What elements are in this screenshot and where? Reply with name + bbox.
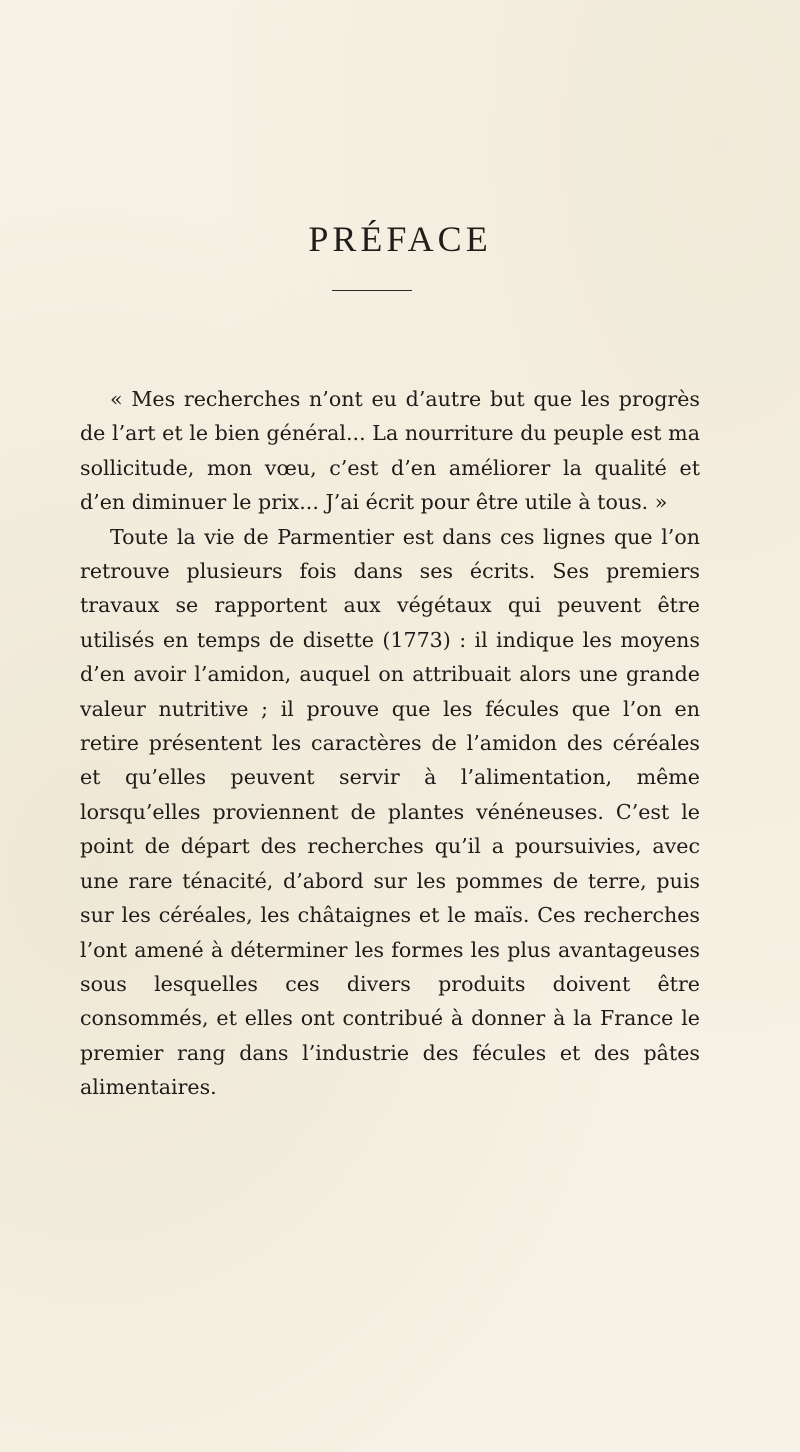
title-divider [332,290,412,291]
paragraph-main: Toute la vie de Parmentier est dans ces lignes que l’on retrouve plusieurs fois dans ses écrits. Ses premiers travaux se rapportent aux végétaux qui peuvent être utilisés en temps de disette (1773) : il indique les moyens d’en avoir l’amidon, auquel on attribuait alors une grande valeur nutritive ; il prouve que les fécules que l’on en retire présentent les caractères de l’amidon des céréales et qu’elles peuvent servir à l’alimentation, même lorsqu’elles proviennent de plantes vénéneuses. C’est le point de départ des recherches qu’il a poursuivies, avec une rare ténacité, d’abord sur les pommes de terre, puis sur les céréales, les châtaignes et le maïs. Ces recherches l’ont amené à déterminer les formes les plus avantageuses sous lesquelles ces divers produits doivent être consommés, et elles ont contribué à donner à la France le premier rang dans l’industrie des fécules et des pâtes alimentaires. [80,524,700,1100]
paragraph-quote: « Mes recherches n’ont eu d’autre but que les progrès de l’art et le bien général... La nourriture du peuple est ma sollicitude, mon vœu, c’est d’en améliorer la qualité et d’en diminuer le prix... J’ai écrit pour être utile à tous. » [80,387,700,515]
page-title: PRÉFACE [308,219,492,259]
preface-body [80,382,700,1105]
